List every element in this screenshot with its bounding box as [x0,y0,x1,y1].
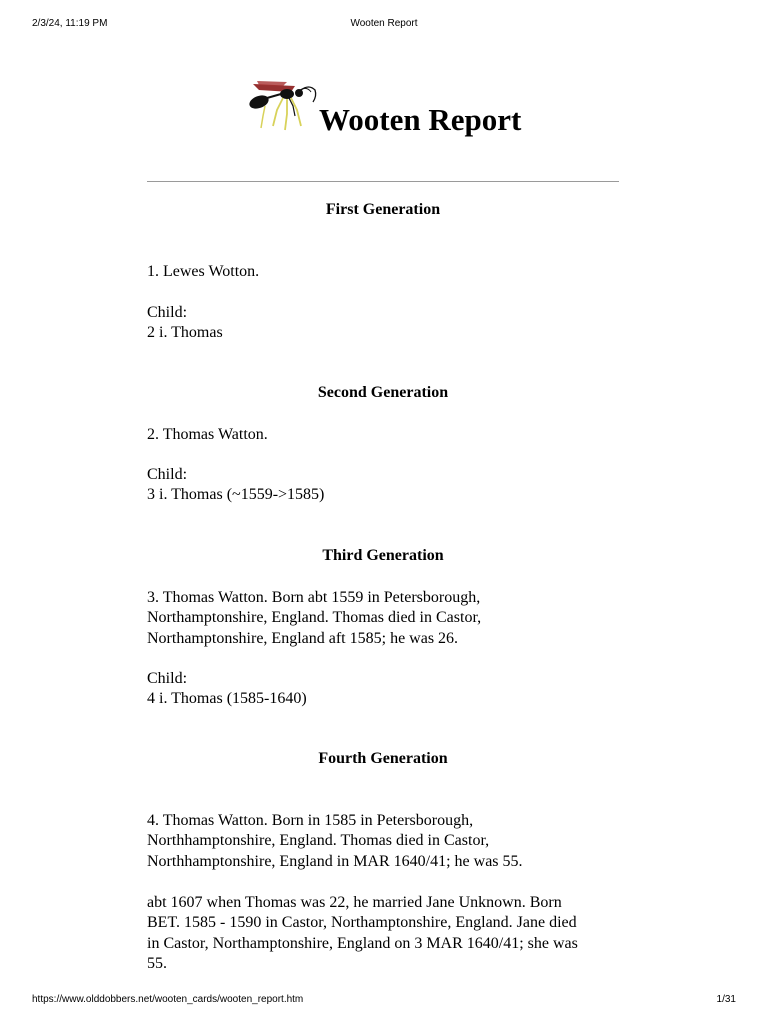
print-header [0,18,768,32]
wasp-icon [247,76,323,136]
report-masthead [247,76,567,138]
generation-heading: Fourth Generation [318,750,448,767]
person-text-line: Northhamptonshire, England in MAR 1640/41; he was 55. [147,852,523,870]
child-list [147,303,619,344]
title-divider [147,181,619,182]
person-entry [147,425,619,445]
person-text-line: Northamptonshire, England. Thomas died in Castor, [147,609,482,627]
child-entry: 3 i. Thomas (~1559->1585) [147,486,325,504]
marriage-text-line: in Castor, Northamptonshire, England on 3 MAR 1640/41; she was [147,934,578,952]
person-text: 1. Lewes Wotton. [147,263,260,280]
child-list [147,669,619,710]
person-text-line: 3. Thomas Watton. Born abt 1559 in Petersborough, [147,589,481,606]
generation-heading: Third Generation [322,547,444,564]
marriage-text-line: BET. 1585 - 1590 in Castor, Northamptonshire, England. Jane died [147,914,577,932]
child-entry: 4 i. Thomas (1585-1640) [147,690,307,708]
marriage-text-line: 55. [147,954,167,972]
page-url: https://www.olddobbers.net/wooten_cards/wooten_report.htm [32,994,304,1005]
print-footer [0,994,768,1008]
person-text-line: 4. Thomas Watton. Born in 1585 in Petersborough, [147,812,474,829]
person-text-line: Northamptonshire, England aft 1585; he was 26. [147,629,459,647]
print-datetime: 2/3/24, 11:19 PM [32,18,108,29]
report-title: Wooten Report [319,102,522,137]
person-text-line: Northhamptonshire, England. Thomas died in Castor, [147,832,490,850]
person-entry [147,262,619,282]
person-entry [147,588,619,649]
print-page-title: Wooten Report [350,18,418,29]
marriage-entry [147,893,619,974]
marriage-text-line: abt 1607 when Thomas was 22, he married Jane Unknown. Born [147,894,562,911]
page-number: 1/31 [716,994,736,1005]
child-label: Child: [147,304,188,321]
generation-heading: First Generation [325,201,441,218]
child-label: Child: [147,466,188,483]
child-list [147,465,619,506]
generation-heading: Second Generation [317,384,449,401]
person-text: 2. Thomas Watton. [147,426,268,443]
child-entry: 2 i. Thomas [147,324,223,342]
child-label: Child: [147,670,188,687]
person-entry [147,811,619,872]
